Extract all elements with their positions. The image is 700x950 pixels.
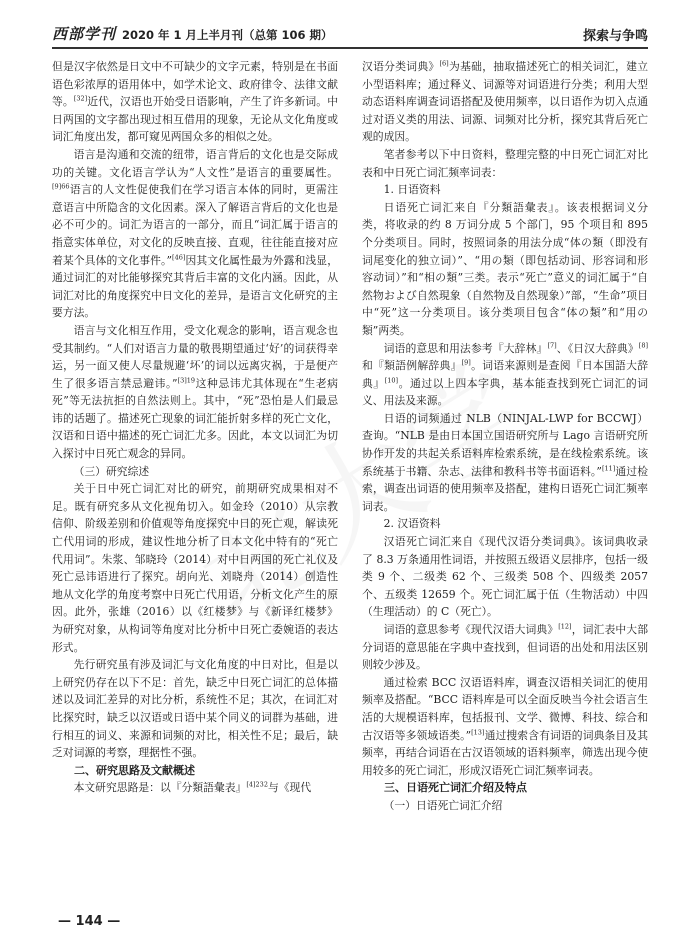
text-run: 三、日语死亡词汇介绍及特点 <box>384 781 527 795</box>
text-run: （一）日语死亡词汇介绍 <box>383 798 503 812</box>
section-title: 探索与争鸣 <box>582 29 648 44</box>
text-run: 本文研究思路是：以『分類語彙表』 <box>73 781 247 795</box>
citation-marker: [9] <box>461 358 471 367</box>
citation-marker: [12] <box>558 622 572 631</box>
issue-info: 2020 年 1 月上半月刊（总第 106 期） <box>122 28 333 42</box>
paragraph <box>52 146 338 322</box>
text-run: 语言与文化相互作用，受文化观念的影响，语言观念也受其制约。“人们对语言力量的敬畏期望通过‘好’的词获得幸运，另一面又使人尽量规避‘坏’的词以远离灾祸，于是便产生了很多语言禁忌避讳。” <box>52 323 338 390</box>
paragraph <box>362 674 648 780</box>
citation-marker: [7] <box>547 340 557 349</box>
text-run: 汉语分类词典》 <box>362 60 440 73</box>
citation-marker: [32] <box>73 94 88 103</box>
text-run: 日语的词频通过 NLB（NINJAL-LWP for BCCWJ）查询。“NLB 是由日本国立国语研究所与 Lago 言语研究所协作开发的共起关系语料库检索系统，是在线检索系统。该系统基于书籍、杂志、法律和教科书等书面语料。” <box>362 411 648 478</box>
section-heading <box>362 515 648 533</box>
citation-marker: [46] <box>172 252 186 261</box>
paragraph <box>52 480 338 656</box>
text-run: 为基础，抽取描述死亡的相关词汇，建立小型语料库；通过释义、词源等对词语进行分类；利用大型动态语料库调查词语搭配及使用频率，以日语作为切入点通过对语义类的用法、词源、词频对比分析，探究其背后死亡观的成因。 <box>362 60 648 144</box>
left-column <box>52 58 338 906</box>
text-run: 通过检索，调查出词语的使用频率及搭配，建构日语死亡词汇频率词表。 <box>362 464 649 513</box>
paragraph <box>362 146 648 181</box>
text-run: 二、研究思路及文献概述 <box>74 763 195 777</box>
text-run: 近代，汉语也开始受日语影响，产生了许多新词。中日两国的文字都出现过相互借用的现象，无论从文化角度或词汇角度出发，都可窥见两国众多的相似之处。 <box>52 95 338 144</box>
paragraph <box>362 410 648 516</box>
citation-marker: [8] <box>638 340 649 349</box>
body-columns <box>52 58 648 906</box>
section-heading <box>362 797 648 815</box>
text-run: 词语的意思参考《现代汉语大词典》 <box>383 623 559 636</box>
text-run: 先行研究虽有涉及词汇与文化角度的中日对比，但是以上研究仍存在以下不足：首先，缺乏中日死亡词汇的总体描述以及词汇差异的对比分析，系统性不足；其次，在词汇对比探究时，缺乏以汉语或日语中某个同义的词群为基础，进行相互的词义、来源和词频的对比，相关性不足；最后，缺乏对词源的考察，理据性不强。 <box>52 658 338 760</box>
text-run: 因其文化属性最为外露和浅显，通过词汇的对比能够探究其背后丰富的文化内涵。因此，从词汇对比的角度探究中日文化的差异，是语言文化研究的主要方法。 <box>52 253 339 320</box>
text-run: 这种忌讳尤其体现在“生老病死”等无法抗拒的自然法则上。其中，“死”恐怕是人们最忌讳的话题了。描述死亡现象的词汇能折射多样的死亡文化，汉语和日语中描述的死亡词汇尤多。因此，本文以词汇为切入探讨中日死亡观念的异同。 <box>52 376 338 461</box>
citation-marker: [4]232 <box>246 780 268 789</box>
citation-marker: [3]19 <box>177 376 196 385</box>
text-run: （三）研究综述 <box>73 464 150 478</box>
citation-marker: [11] <box>601 464 616 473</box>
paragraph <box>362 58 648 146</box>
text-run: 语言的人文性促使我们在学习语言本体的同时，更需注意语言中所隐含的文化因素。深入了解语言背后的文化也是必不可少的。词汇为语言的一部分，而且“词汇属于语言的指意实体单位，对文化的反映直接、直观，往往能直接对应着某个具体的文化事件。” <box>52 183 338 267</box>
citation-marker: [9]66 <box>52 182 70 191</box>
journal-title: 西部学刊 <box>52 25 117 43</box>
text-run: 汉语死亡词汇来自《现代汉语分类词典》。该词典收录了 8.3 万条通用性词语，并按照五级语义层排序，包括一级类 9 个、二级类 62 个、三级类 508 个、四级类 2057 个、五级类 12659 个。死亡词汇属于伍（生物活动）中四（生理活动）的 C（死亡）。 <box>362 535 648 619</box>
text-run: 2. 汉语资料 <box>383 517 441 531</box>
paragraph <box>362 621 648 674</box>
text-run: 词语的意思和用法参考『大辞林』 <box>383 341 548 355</box>
citation-marker: [6] <box>439 59 449 68</box>
text-run: 但是汉字依然是日文中不可缺少的文字元素，特别是在书面语色彩浓厚的语用体中，如学术论文、政府律令、法律文献等。 <box>52 60 338 109</box>
citation-marker: [13] <box>471 727 485 736</box>
text-run: ，词汇表中大部分词语的意思能在字典中查找到，但词语的出处和用法区别则较少涉及。 <box>362 623 649 672</box>
paragraph <box>362 199 648 340</box>
right-column <box>362 58 648 906</box>
section-heading <box>52 463 338 481</box>
section-heading <box>52 762 338 780</box>
text-run: 1. 日语资料 <box>383 183 441 197</box>
text-run: 通过检索 BCC 汉语语料库，调查汉语相关词汇的使用频率及搭配。“BCC 语料库是可以全面反映当今社会语言生活的大规模语料库，包括报刊、文学、微博、科技、综合和古汉语等多领域语类。” <box>362 675 648 742</box>
citation-marker: [10] <box>384 376 399 385</box>
text-run: 与《现代 <box>267 781 312 795</box>
paragraph <box>362 533 648 621</box>
paragraph <box>362 340 648 410</box>
page-number: — 144 — <box>58 914 121 929</box>
text-run: 、《日汉大辞典》 <box>556 341 639 355</box>
header-left <box>52 23 333 44</box>
text-run: 日语死亡词汇来自『分類語彙表』。该表根据词义分类，将收录的约 8 万词分成 5 个部门，95 个项目和 895 个分类项目。同时，按照词条的用法分成“体の類（即没有词尾变化的独立词）”、“用の類（即包括动词、形容词和形容动词）”和“相の類”三类。表示“死亡”意义的词汇属于“自然物および自然現象（自然物及自然现象）”部，“生命”项目中“死”这一分类项目。该分类项目包含“体の類”和“用の類”两类。 <box>362 200 648 337</box>
section-heading <box>362 181 648 199</box>
paragraph <box>52 322 338 463</box>
paragraph <box>52 779 338 797</box>
text-run: 笔者参考以下中日资料，整理完整的中日死亡词汇对比表和中日死亡词汇频率词表： <box>362 147 648 179</box>
text-run: 。词语来源则是查阅『日本国語大辞典』 <box>362 359 648 390</box>
paragraph <box>52 58 338 146</box>
text-run: 和『類語例解辞典』 <box>362 359 462 373</box>
text-run: 关于日中死亡词汇对比的研究，前期研究成果相对不足。既有研究多从文化视角切入。如金玲（2010）从宗教信仰、阶级差别和价值观等角度探究中日的死亡观，解读死亡代用词的形成，建议性地分析了日本文化中特有的“死亡代用词”。朱浆、邹晓玲（2014）对中日两国的死亡礼仪及死亡忌讳语进行了探究。胡向光、刘晓舟（2014）创造性地从文化学的角度考察中日死亡代用语，分析文化产生的原因。此外，张雄（2016）以《红楼梦》与《新译红楼梦》为研究对象，从构词等角度对比分析中日死亡委婉语的表达形式。 <box>52 482 338 654</box>
running-header <box>52 14 648 49</box>
text-run: 通过搜索含有词语的词典条目及其频率，再结合词语在古汉语领域的语料频率，筛选出现今使用较多的死亡词汇，形成汉语死亡词汇频率词表。 <box>362 728 649 777</box>
text-run: 。通过以上四本字典，基本能查找到死亡词汇的词义、用法及来源。 <box>362 376 649 408</box>
paragraph <box>52 656 338 762</box>
section-heading <box>362 779 648 797</box>
text-run: 语言是沟通和交流的纽带，语言背后的文化也是交际成功的关键。文化语言学认为“人文性”是语言的重要属性。 <box>52 147 338 179</box>
